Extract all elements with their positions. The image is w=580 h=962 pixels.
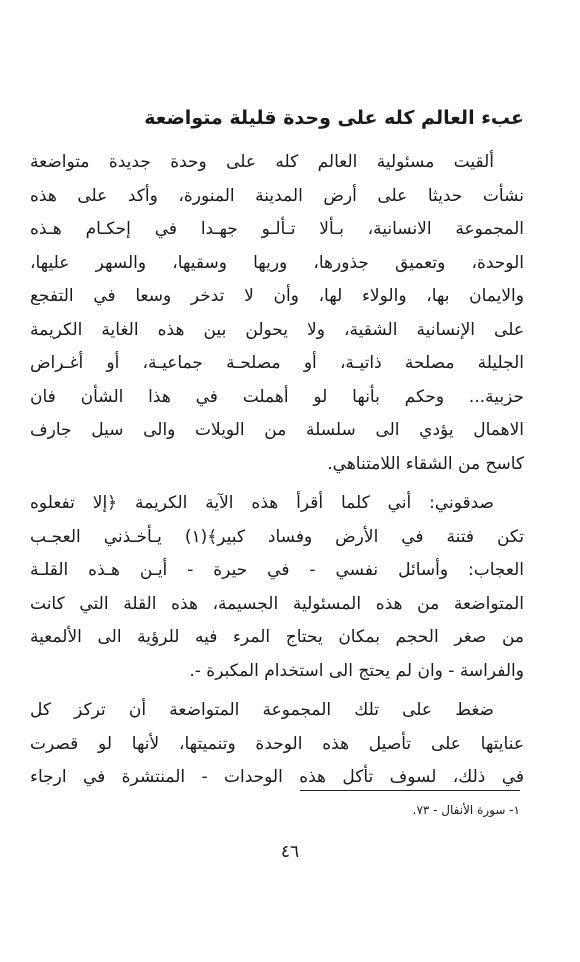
text-line: الاهمال يؤدي الى سلسلة من الويلات والى سيل جارف: [30, 420, 524, 440]
paragraph-2: [30, 487, 524, 688]
text-line: ألقيت مسئولية العالم كله على وحدة جديدة متواضعة: [30, 152, 494, 172]
text-line: المتواضعة من هذه المسئولية الجسيمة، هذه القلة التي كانت: [30, 593, 524, 614]
text-line: الجليلة مصلحة ذاتيـة، أو مصلحـة جماعيـة، أو أغـراض: [30, 353, 524, 373]
section-heading: عبء العالم كله على وحدة قليلة متواضعة: [144, 107, 524, 129]
text-line: حزبية... وحكم بأنها لو أهملت في هذا الشأن فان: [30, 386, 524, 407]
text-line: العجاب: وأسائل نفسي - في حيرة - أيـن هـذه القلـة: [30, 560, 524, 580]
text-line: عنايتها على تأصيل هذه الوحدة وتنميتها، لأنها لو قصرت: [30, 733, 524, 754]
paragraph-3: [30, 694, 524, 795]
page-number: ٤٦: [280, 842, 300, 862]
footnote-divider: [300, 790, 520, 791]
text-line: والايمان بها، والولاء لها، وأن لا تدخر وسعا في التفجع: [30, 286, 524, 306]
text-line: المجموعة الانسانية، بـألا تـألـو جهـدا في إحكـام هـذه: [30, 219, 524, 239]
text-line: نشأت حديثا على أرض المدينة المنورة، وأكد على هذه: [30, 185, 524, 206]
text-line: الوحدة، وتعميق جذورها، وريها وسقيها، والسهر عليها،: [30, 252, 524, 273]
text-line: تكن فتنة في الأرض وفساد كبير﴾(١) يـأخـذني العجـب: [30, 526, 524, 547]
text-line: كاسح من الشقاء اللامتناهي.: [327, 453, 524, 474]
footnote: ١- سورة الأنفال - ٧٣.: [412, 803, 520, 817]
text-line: صدقوني: أني كلما أقرأ هذه الآية الكريمة ﴿إلا تفعلوه: [30, 493, 494, 513]
text-line: على الإنسانية الشقية، ولا يحولن بين هذه الغاية الكريمة: [30, 319, 524, 340]
text-line: ضغط على تلك المجموعة المتواضعة أن تركز كل: [30, 700, 494, 720]
text-line: والفراسة - وان لم يحتج الى استخدام المكبرة -.: [189, 660, 524, 681]
text-line: من صغر الحجم بمكان يحتاج المرء فيه للرؤية الى الألمعية: [30, 627, 524, 647]
paragraph-1: [30, 146, 524, 481]
text-line: في ذلك، لسوف تأكل هذه الوحدات - المنتشرة في ارجاء: [30, 767, 524, 787]
body-text: [30, 146, 524, 795]
